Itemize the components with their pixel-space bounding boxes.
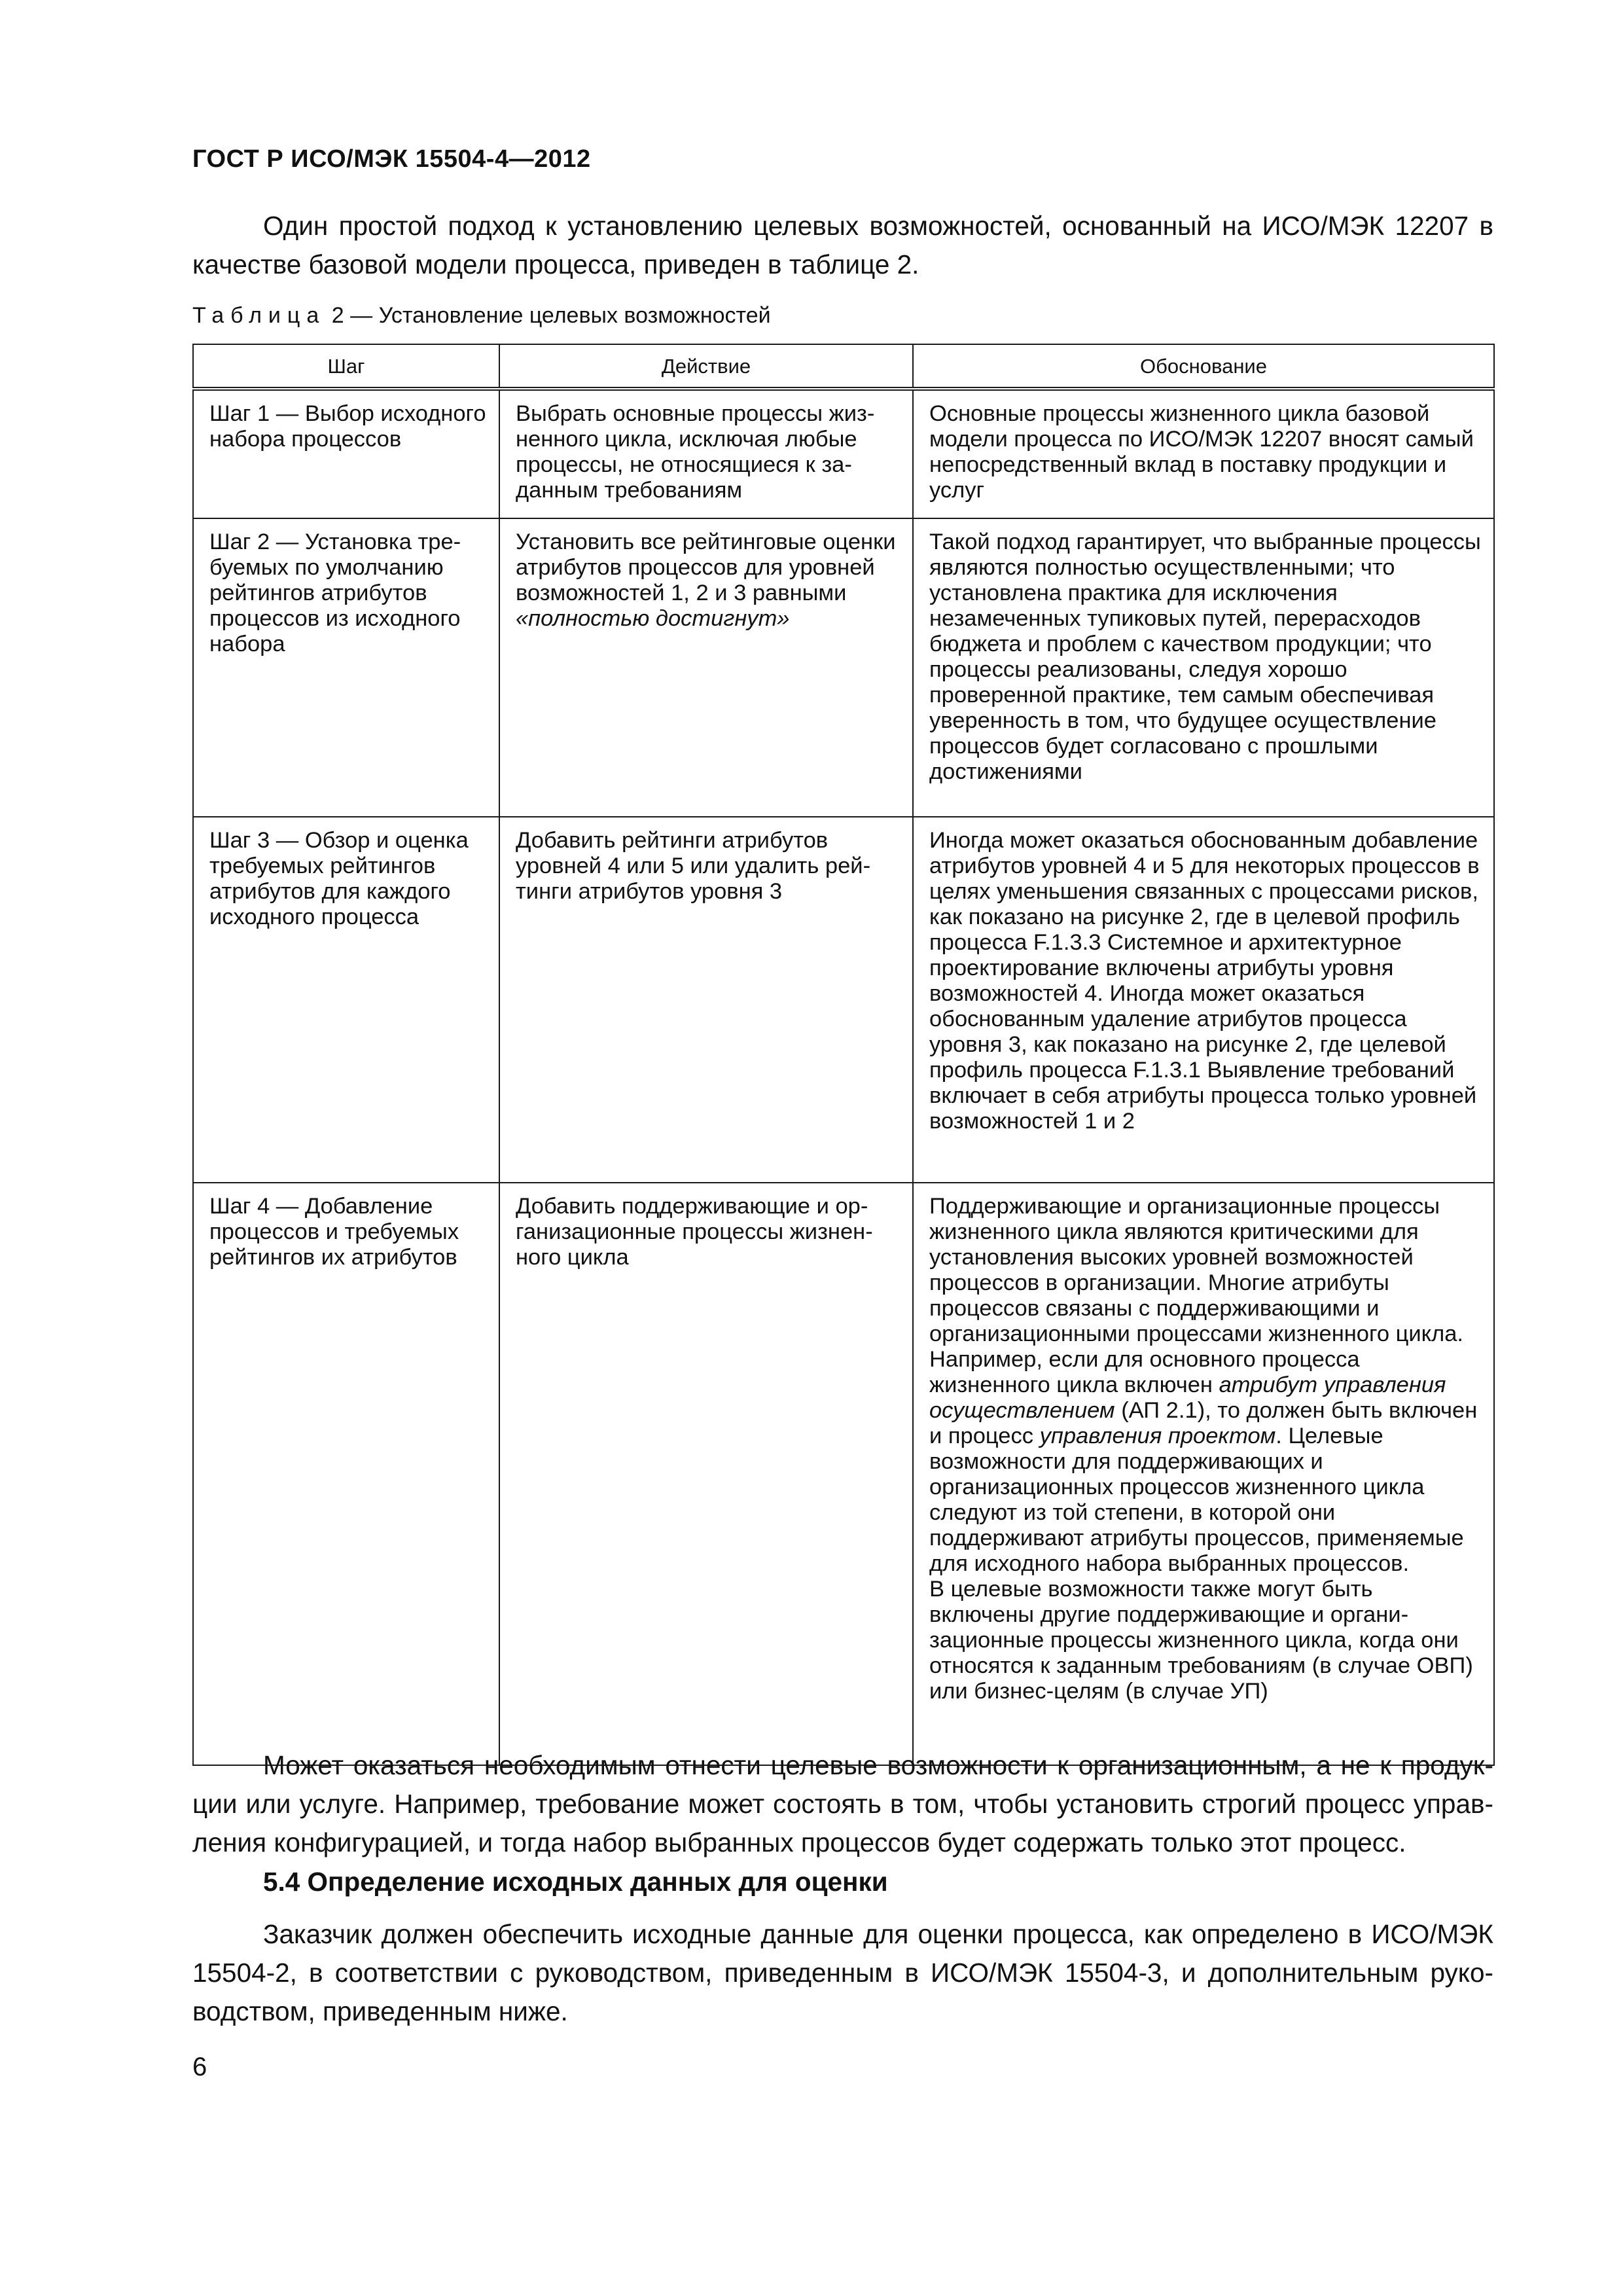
rationale-cell bbox=[913, 1183, 1494, 1765]
section-heading: 5.4 Определение исходных данных для оценки bbox=[263, 1867, 888, 1897]
table-caption-word: Таблица bbox=[192, 303, 326, 328]
action-cell: Добавить рейтинги атрибутов уровней 4 или 5 или удалить рейтинги атрибутов уровня 3 bbox=[499, 817, 913, 1183]
action-text: Установить все рейтинговые оценки атрибутов процессов для уровней возможностей 1, 2 и 3 равными bbox=[516, 529, 896, 605]
rationale-text: Поддерживающие и организационные процессы жизненного цикла являются критическими для установления высоких уровней возможностей процессов в организации. Многие атрибуты процессов связаны с поддерживающими и организационными процессами жизненного цикла. Например, если для основного процесса жизненного цикла включен bbox=[929, 1194, 1464, 1397]
header-step: Шаг bbox=[193, 344, 499, 389]
action-cell bbox=[499, 518, 913, 817]
after-table-paragraph: Может оказаться необходимым отнести целевые возможности к организационным, а не к продукции или услуге. Например, требование может состоять в том, чтобы установить строгий процесс управления конфигурацией, и тогда набор выбранных процессов будет содержать только этот процесс. bbox=[192, 1750, 1493, 1857]
step-cell: Шаг 3 — Обзор и оценка требуемых рейтингов атрибутов для каждого исходного процесса bbox=[193, 817, 499, 1183]
header-action: Действие bbox=[499, 344, 913, 389]
document-header: ГОСТ Р ИСО/МЭК 15504-4—2012 bbox=[192, 145, 591, 173]
page-number: 6 bbox=[192, 2053, 207, 2081]
header-rationale: Обоснование bbox=[913, 344, 1494, 389]
section-paragraph: Заказчик должен обеспечить исходные данные для оценки процесса, как определено в ИСО/МЭК 15504-2, в соответствии с руководством, приведенным в ИСО/МЭК 15504-3, и дополнительным руководством, приведенным ниже. bbox=[192, 1919, 1493, 2026]
step-cell: Шаг 4 — Добавление процессов и требуемых рейтингов их атрибутов bbox=[193, 1183, 499, 1765]
table-row bbox=[193, 1183, 1494, 1765]
rationale-cell: Иногда может оказаться обоснованным добавление атрибутов уровней 4 и 5 для некоторых процессов в целях уменьшения связанных с процессами рисков, как показано на рисунке 2, где в целевой профиль процесса F.1.3.3 Системное и архитектурное проектирование включены атрибуты уровня возможностей 4. Иногда может оказаться обоснованным удаление атрибутов процесса уровня 3, как показано на рисунке 2, где целевой профиль процесса F.1.3.1 Выявление требований включает в себя атрибуты процесса только уровней возможностей 1 и 2 bbox=[913, 817, 1494, 1183]
rationale-cell: Такой подход гарантирует, что выбранные процессы являются полностью осуществленными; что установлена практика для исключения незамеченных тупиковых путей, перерасходов бюджета и проблем с качеством продукции; что процессы реализованы, следуя хорошо проверенной практике, тем самым обеспечивая уверенность в том, что будущее осуществление процессов будет согласовано с прошлыми достижениями bbox=[913, 518, 1494, 817]
table-caption-text: 2 — Установление целевых возможностей bbox=[331, 303, 771, 328]
rationale-text: (АП 2.1), то должен быть включен и процесс bbox=[929, 1398, 1478, 1448]
intro-paragraph: Один простой подход к установлению целевых возможностей, основанный на ИСО/МЭК 12207 в качестве базовой модели процесса, приведен в таблице 2. bbox=[192, 211, 1493, 279]
capability-table bbox=[192, 344, 1495, 1766]
action-cell: Выбрать основные процессы жизненного цикла, исключая любые процессы, не относящиеся к заданным требованиям bbox=[499, 389, 913, 518]
table-row bbox=[193, 817, 1494, 1183]
rationale-emphasis: управления проектом bbox=[1039, 1424, 1276, 1448]
table-row bbox=[193, 518, 1494, 817]
table-caption bbox=[192, 303, 771, 329]
action-emphasis: «полностью достигнут» bbox=[516, 606, 790, 631]
table-row bbox=[193, 389, 1494, 518]
rationale-emphasis: атрибут управления осуществлением bbox=[929, 1372, 1446, 1423]
table-header-row bbox=[193, 344, 1494, 389]
action-cell: Добавить поддерживающие и организационные процессы жизненного цикла bbox=[499, 1183, 913, 1765]
rationale-text: . Целевые возможности для поддерживающих и организационных процессов жизненного цикла следуют из той степени, в которой они поддерживают атрибуты процессов, применяемые для исходного набора выбранных процессов. bbox=[929, 1424, 1464, 1576]
step-cell: Шаг 2 — Установка требуемых по умолчанию рейтингов атрибутов процессов из исходного набора bbox=[193, 518, 499, 817]
rationale-text: В целевые возможности также могут быть включены другие поддерживающие и организационные процессы жизненного цикла, когда они относятся к заданным требованиям (в случае ОВП) или бизнес-целям (в случае УП) bbox=[929, 1577, 1473, 1704]
rationale-cell: Основные процессы жизненного цикла базовой модели процесса по ИСО/МЭК 12207 вносят самый непосредственный вклад в поставку продукции и услуг bbox=[913, 389, 1494, 518]
step-cell: Шаг 1 — Выбор исходного набора процессов bbox=[193, 389, 499, 518]
